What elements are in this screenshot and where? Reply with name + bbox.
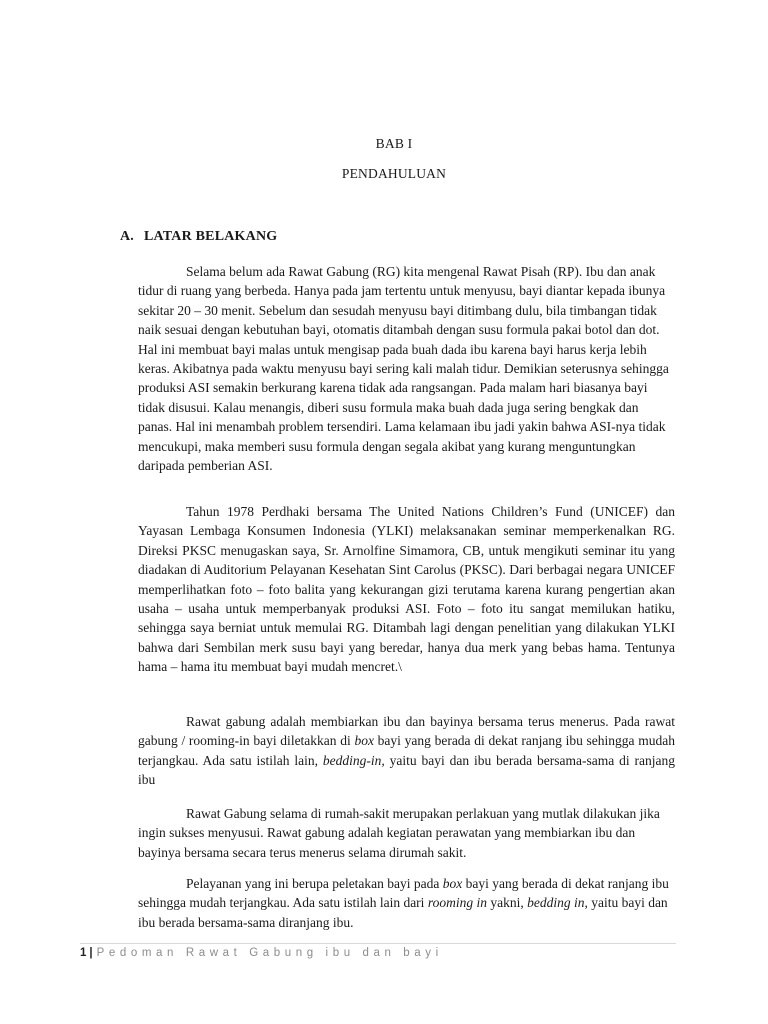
paragraph-5-emphasis-bedding-in: bedding in xyxy=(527,895,585,911)
chapter-title: PENDAHULUAN xyxy=(341,166,447,181)
paragraph-3-text-1: Rawat gabung adalah membiarkan ibu dan bayinya bersama terus menerus. Pada rawat gabung / rooming-in bayi diletakkan di xyxy=(138,714,675,749)
paragraph-5-text-1: Pelayanan yang ini berupa peletakan bayi pada xyxy=(186,876,443,891)
running-title: Pedoman Rawat Gabung ibu dan bayi xyxy=(96,947,443,959)
page-footer xyxy=(80,947,443,959)
paragraph-3-emphasis-box: box xyxy=(354,733,374,749)
paragraph-2: Tahun 1978 Perdhaki bersama The United Nations Children’s Fund (UNICEF) dan Yayasan Lembaga Konsumen Indonesia (YLKI) melaksanakan seminar memperkenalkan RG. Direksi PKSC menugaskan saya, Sr. Arnolfine Simamora, CB, untuk mengikuti seminar itu yang diadakan di Auditorium Pelayanan Kesehatan Sint Carolus (PKSC). Dari berbagai negara UNICEF memperlihatkan foto – foto balita yang kekurangan gizi terutama karena kurang pengertian akan usaha – usaha untuk memperbanyak produksi ASI. Foto – foto itu sangat memilukan hatiku, sehingga saya berniat untuk memulai RG. Ditambah lagi dengan penelitian yang dilakukan YLKI bahwa dari Sembilan merk susu bayi yang beredar, hanya dua merk yang bebas hama. Tentunya hama – hama itu membuat bayi mudah mencret.\ xyxy=(138,504,675,675)
paragraph-5-emphasis-box: box xyxy=(442,876,463,891)
footer-separator: | xyxy=(89,947,93,959)
paragraph-5-text-2: bayi yang berada di dekat ranjang ibu sehingga mudah terjangkau. Ada satu istilah lain dari xyxy=(138,876,669,911)
paragraph-5-emphasis-rooming-in: rooming in xyxy=(427,895,487,911)
paragraph-3-emphasis-bedding-in: bedding-in, xyxy=(322,752,385,768)
section-title: LATAR BELAKANG xyxy=(144,229,278,244)
section-heading xyxy=(120,229,277,245)
paragraph-4: Rawat Gabung selama di rumah-sakit merupakan perlakuan yang mutlak dilakukan jika ingin sukses menyusui. Rawat gabung adalah kegiatan perawatan yang membiarkan ibu dan bayinya bersama secara terus menerus selama dirumah sakit. xyxy=(138,806,660,860)
footer-divider xyxy=(80,943,676,944)
paragraph-5-text-3: yakni, xyxy=(486,895,528,911)
paragraph-1: Selama belum ada Rawat Gabung (RG) kita mengenal Rawat Pisah (RP). Ibu dan anak tidur di ruang yang berbeda. Hanya pada jam tertentu untuk menyusu, bayi diantar kepada ibunya sekitar 20 – 30 menit. Sebelum dan sesudah menyusu bayi ditimbang dulu, bila timbangan tidak naik sesuai dengan kebutuhan bayi, otomatis ditambah dengan susu formula pakai botol dan dot. Hal ini membuat bayi malas untuk mengisap pada buah dada ibu karena bayi harus kerja lebih keras. Akibatnya pada waktu menyusu bayi sering kali malah tidur. Demikian seterusnya sehingga produksi ASI semakin berkurang karena tidak ada rangsangan. Pada malam hari biasanya bayi tidak disusui. Kalau menangis, diberi susu formula maka buah dada juga sering bengkak dan panas. Hal ini menambah problem tersendiri. Lama kelamaan ibu jadi yakin bahwa ASI-nya tidak mencukupi, maka memberi susu formula dengan segala akibat yang kurang menguntungkan daripada pemberian ASI. xyxy=(138,264,669,474)
paragraph-5-text-4: , yaitu bayi dan ibu berada bersama-sama diranjang ibu. xyxy=(138,895,668,930)
chapter-number: BAB I xyxy=(375,136,413,151)
section-label: A. xyxy=(120,229,135,244)
page-number: 1 xyxy=(80,947,87,959)
paragraph-3 xyxy=(138,712,675,790)
paragraph-3-text-2: bayi yang berada di dekat ranjang ibu sehingga mudah terjangkau. Ada satu istilah lain, xyxy=(138,733,675,768)
paragraph-5 xyxy=(138,874,675,932)
paragraph-3-text-3: yaitu bayi dan ibu berada bersama-sama di ranjang ibu xyxy=(138,752,675,788)
